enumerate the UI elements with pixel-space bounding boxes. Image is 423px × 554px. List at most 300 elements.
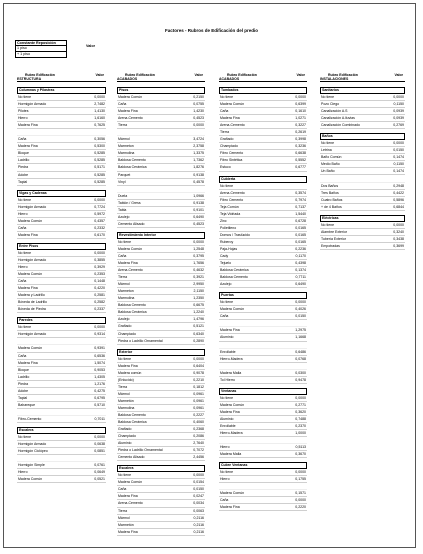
row-value: 1,2176 bbox=[94, 381, 105, 386]
section-header: Pisos bbox=[117, 87, 205, 94]
table-row bbox=[17, 101, 106, 108]
row-label: Fibro Cemento bbox=[220, 197, 244, 202]
row-label: Caña bbox=[18, 137, 27, 142]
row-label: Ladrillo bbox=[18, 158, 30, 163]
row-value: 0,0000 bbox=[295, 395, 306, 400]
row-label: Madera Común bbox=[18, 477, 43, 482]
table-row bbox=[117, 433, 205, 440]
column-header bbox=[117, 73, 205, 82]
table-row bbox=[17, 306, 106, 313]
section-header: Cubierta bbox=[219, 176, 307, 183]
row-label: No tiene bbox=[321, 222, 335, 227]
table-row bbox=[219, 211, 307, 218]
section-header: Sanitarios bbox=[320, 87, 405, 94]
table-row bbox=[17, 345, 106, 352]
column-header bbox=[219, 73, 307, 82]
row-value: 0,0638 bbox=[94, 442, 105, 447]
row-label: Enrollable bbox=[220, 349, 236, 354]
row-value: 1,7656 bbox=[193, 261, 204, 266]
table-row bbox=[117, 529, 205, 536]
row-value: 0,3438 bbox=[393, 236, 404, 241]
table-section bbox=[117, 465, 205, 535]
row-value: 0,4220 bbox=[94, 286, 105, 291]
row-label: Madera y Ladrillo bbox=[18, 293, 45, 298]
table-row bbox=[219, 164, 307, 171]
table-row bbox=[219, 108, 307, 115]
row-label: Madera Fina bbox=[118, 494, 138, 499]
row-label: Hierro bbox=[18, 264, 28, 269]
table-row bbox=[17, 122, 106, 129]
section-header: Puertas bbox=[219, 292, 307, 299]
column-header-label: Rubro Edificación bbox=[328, 73, 358, 77]
row-value bbox=[105, 129, 106, 135]
table-row bbox=[17, 257, 106, 264]
table-section bbox=[17, 190, 106, 239]
row-label: Cuatro Baños bbox=[321, 197, 343, 202]
row-value: 0,4523 bbox=[193, 221, 204, 226]
document-title: Factores - Rubros de Edificación del predio bbox=[164, 28, 259, 33]
table-row bbox=[17, 197, 106, 204]
table-row bbox=[117, 398, 205, 405]
row-value: 0,0761 bbox=[94, 463, 105, 468]
row-value: 0,0000 bbox=[94, 434, 105, 439]
table-row bbox=[219, 342, 307, 349]
row-label: Polietileno bbox=[220, 225, 237, 230]
row-label: Piedra bbox=[18, 381, 29, 386]
row-value bbox=[306, 437, 307, 443]
row-label: Bloque bbox=[18, 367, 29, 372]
row-value: 0,9478 bbox=[295, 377, 306, 382]
row-label: Hierro-Madera bbox=[220, 356, 243, 361]
table-row bbox=[117, 186, 205, 193]
row-value: 0,2210 bbox=[193, 377, 204, 382]
table-row bbox=[17, 285, 106, 292]
section-header: Escalera bbox=[117, 465, 205, 472]
row-label: Teja Común bbox=[220, 204, 239, 209]
row-value: 0,6728 bbox=[295, 218, 306, 223]
row-value: 0,5285 bbox=[94, 158, 105, 163]
row-label: No tiene bbox=[220, 183, 234, 188]
row-value: 0,6844 bbox=[393, 204, 404, 209]
row-value bbox=[105, 338, 106, 344]
table-row bbox=[117, 101, 205, 108]
row-value: 0,6638 bbox=[295, 151, 306, 156]
row-label: Mármol bbox=[118, 137, 130, 142]
table-section bbox=[320, 215, 405, 250]
column-header-category: ESTRUCTURA bbox=[17, 77, 106, 82]
row-value: 1,8276 bbox=[193, 165, 204, 170]
row-value: 0,7625 bbox=[94, 123, 105, 128]
row-value bbox=[204, 129, 205, 135]
table-row bbox=[219, 197, 307, 204]
row-label: Duela bbox=[118, 193, 128, 198]
table-row bbox=[320, 154, 405, 161]
row-label: No tiene bbox=[220, 300, 234, 305]
column-header-category: ACABADOS bbox=[117, 77, 205, 82]
row-value: 0,4523 bbox=[193, 116, 204, 121]
table-row bbox=[219, 430, 307, 437]
table-row bbox=[117, 377, 205, 384]
row-label: Caña bbox=[118, 487, 127, 492]
row-value: 0,2368 bbox=[193, 427, 204, 432]
row-label: Cemento Alisado bbox=[118, 221, 145, 226]
row-value: 0,5285 bbox=[94, 151, 105, 156]
row-value: 0,6490 bbox=[193, 214, 204, 219]
table-row bbox=[117, 274, 205, 281]
row-value: 0,3240 bbox=[393, 229, 404, 234]
row-label: No tiene bbox=[118, 356, 132, 361]
table-row bbox=[219, 218, 307, 225]
column-acabados-1 bbox=[117, 73, 205, 536]
row-label: Madera Malla bbox=[220, 370, 242, 375]
row-value: 0,0000 bbox=[193, 356, 204, 361]
table-row bbox=[117, 136, 205, 143]
table-row bbox=[117, 164, 205, 171]
row-label: Marmeton bbox=[118, 144, 134, 149]
row-value: 0,2370 bbox=[295, 423, 306, 428]
table-row bbox=[117, 316, 205, 323]
row-value: 0,0150 bbox=[295, 314, 306, 319]
table-row bbox=[17, 338, 106, 345]
row-value: 0,6795 bbox=[94, 395, 105, 400]
row-value: 0,2337 bbox=[94, 307, 105, 312]
row-label: Madera Fina bbox=[18, 144, 38, 149]
row-value: 2,1150 bbox=[193, 289, 204, 294]
row-label: Tierra bbox=[118, 123, 128, 128]
table-row bbox=[219, 356, 307, 363]
row-label: Madera Fina bbox=[18, 123, 38, 128]
row-value: 0,4422 bbox=[393, 190, 404, 195]
table-row bbox=[17, 94, 106, 101]
row-label: Zinc bbox=[220, 218, 227, 223]
row-label bbox=[219, 342, 220, 348]
table-row bbox=[117, 331, 205, 338]
row-value: 0,3998 bbox=[295, 137, 306, 142]
table-row bbox=[17, 331, 106, 338]
row-value: 1,0271 bbox=[295, 116, 306, 121]
table-row bbox=[117, 260, 205, 267]
table-row bbox=[117, 363, 205, 370]
row-value: 0,0000 bbox=[295, 95, 306, 99]
table-row bbox=[219, 437, 307, 444]
table-row bbox=[117, 172, 205, 179]
table-row bbox=[219, 313, 307, 320]
row-label: Madera Fina bbox=[118, 363, 138, 368]
table-section bbox=[219, 87, 307, 172]
row-value: 1,2240 bbox=[193, 310, 204, 315]
constante-item: + 1 piso bbox=[15, 52, 67, 58]
row-label: Hormigón Armado bbox=[18, 204, 47, 209]
row-value: 3,4724 bbox=[193, 137, 204, 142]
table-row bbox=[17, 455, 106, 462]
table-row bbox=[17, 434, 106, 441]
row-label: Parquet bbox=[118, 172, 131, 177]
row-label: Baldosa Cerámica bbox=[118, 420, 147, 425]
row-label: Tres Baños bbox=[321, 190, 339, 195]
row-value: 0,4357 bbox=[94, 218, 105, 223]
row-label: Fibro Cemento bbox=[220, 151, 244, 156]
row-value: 0,3227 bbox=[295, 123, 306, 128]
row-label: Canalización A.lluvias bbox=[321, 116, 355, 121]
table-row bbox=[117, 179, 205, 186]
row-value: 0,2236 bbox=[295, 246, 306, 251]
table-row bbox=[117, 500, 205, 507]
row-value: 0,0000 bbox=[393, 222, 404, 227]
row-value: 0,1374 bbox=[295, 268, 306, 273]
row-value: 1,4130 bbox=[94, 109, 105, 114]
row-value: 0,2116 bbox=[193, 515, 204, 520]
constante-reposicion-box bbox=[15, 40, 67, 58]
table-row bbox=[219, 129, 307, 136]
row-label: Hormigón Armado bbox=[18, 332, 47, 337]
table-row bbox=[117, 479, 205, 486]
row-label: Madera Común bbox=[18, 346, 43, 351]
table-row bbox=[17, 381, 106, 388]
row-value: 0,1474 bbox=[393, 169, 404, 174]
row-value: 0,0000 bbox=[193, 473, 204, 478]
table-row bbox=[219, 143, 307, 150]
row-value: 0,3699 bbox=[393, 243, 404, 248]
row-value: 0,2582 bbox=[94, 300, 105, 305]
row-value: 0,0000 bbox=[295, 470, 306, 475]
table-section bbox=[17, 427, 106, 483]
row-value: 0,7974 bbox=[295, 197, 306, 202]
row-value: 0,4275 bbox=[94, 388, 105, 393]
row-label: Fibro-Cemento bbox=[18, 416, 42, 421]
column-valor-header: Valor bbox=[394, 73, 403, 77]
section-header: Vigas y Cadenas bbox=[17, 190, 106, 197]
table-row bbox=[219, 225, 307, 232]
row-label: Adobe bbox=[18, 388, 29, 393]
row-value: 1,2350 bbox=[193, 296, 204, 301]
table-row bbox=[117, 207, 205, 214]
row-value: 0,0521 bbox=[94, 477, 105, 482]
table-row bbox=[117, 129, 205, 136]
section-header: Ventanas bbox=[219, 388, 307, 395]
row-label: Arena-Cemento bbox=[118, 501, 143, 506]
row-label: Cemento Alisado bbox=[118, 455, 145, 460]
row-label: No tiene bbox=[18, 250, 32, 255]
row-label: Hierro-Madera bbox=[220, 431, 243, 436]
table-row bbox=[17, 204, 106, 211]
row-label: Madera Común bbox=[18, 218, 43, 223]
section-header: Paredes bbox=[17, 317, 106, 324]
row-label: Empotradas bbox=[321, 243, 340, 248]
row-value: 0,0649 bbox=[94, 470, 105, 475]
row-label: Adobe bbox=[18, 172, 29, 177]
table-row bbox=[117, 150, 205, 157]
row-value: 0,1610 bbox=[295, 109, 306, 114]
row-label: Marmolina bbox=[118, 296, 135, 301]
table-row bbox=[117, 157, 205, 164]
row-value: 0,0961 bbox=[193, 391, 204, 396]
table-row bbox=[219, 136, 307, 143]
row-value: 0,0150 bbox=[393, 148, 404, 153]
row-value: 1,7362 bbox=[193, 158, 204, 163]
table-row bbox=[320, 147, 405, 154]
table-row bbox=[320, 115, 405, 122]
row-value: 0,0000 bbox=[94, 250, 105, 255]
row-value bbox=[306, 483, 307, 489]
table-row bbox=[17, 129, 106, 136]
row-label: Tapial bbox=[18, 179, 28, 184]
row-value: 0,0154 bbox=[193, 480, 204, 485]
row-label: Dos Baños bbox=[321, 183, 339, 188]
row-label: No tiene bbox=[118, 239, 132, 244]
row-label: Madera Fina bbox=[18, 360, 38, 365]
table-row bbox=[117, 115, 205, 122]
table-row bbox=[219, 476, 307, 483]
row-label: No tiene bbox=[18, 325, 32, 330]
table-row bbox=[17, 416, 106, 423]
section-header: Columnas y Pilastras bbox=[17, 87, 106, 94]
table-row bbox=[117, 493, 205, 500]
row-value: 0,0165 bbox=[295, 232, 306, 237]
row-label: Tapial bbox=[18, 395, 28, 400]
table-row bbox=[219, 423, 307, 430]
table-row bbox=[219, 497, 307, 504]
row-value: 0,2227 bbox=[193, 412, 204, 417]
row-label: Tubería Exterior bbox=[321, 236, 346, 241]
row-label: Marmetón bbox=[118, 522, 134, 527]
row-label: No tiene bbox=[321, 95, 335, 99]
table-row bbox=[117, 356, 205, 363]
row-value: 0,2890 bbox=[193, 338, 204, 343]
row-value: 0,5113 bbox=[295, 445, 306, 450]
row-label: Grafiado bbox=[220, 137, 234, 142]
table-row bbox=[219, 327, 307, 334]
row-value: 2,3758 bbox=[193, 144, 204, 149]
row-value: 0,0034 bbox=[193, 501, 204, 506]
table-row bbox=[117, 302, 205, 309]
column-valor-header: Valor bbox=[194, 73, 203, 77]
table-row bbox=[219, 395, 307, 402]
row-label: Bóveda de Piedra bbox=[18, 307, 46, 312]
row-value: 0,0939 bbox=[393, 116, 404, 121]
row-value: 0,7011 bbox=[94, 416, 105, 421]
row-label: Madera común bbox=[118, 370, 142, 375]
row-label: Hormigón Ciclópeo bbox=[18, 449, 48, 454]
row-value: 1,2975 bbox=[295, 328, 306, 333]
row-label: Arena-Cemento bbox=[118, 268, 143, 273]
row-label: Tierra bbox=[118, 508, 128, 513]
row-label bbox=[219, 320, 220, 326]
row-value: 0,4632 bbox=[193, 268, 204, 273]
row-label: Madera Común bbox=[118, 480, 143, 485]
table-row bbox=[117, 515, 205, 522]
row-value: 0,0000 bbox=[94, 95, 105, 99]
table-row bbox=[219, 232, 307, 239]
table-row bbox=[117, 214, 205, 221]
table-row bbox=[219, 101, 307, 108]
row-label: Domos / Traslúcido bbox=[220, 232, 250, 237]
row-value: 0,1474 bbox=[393, 155, 404, 160]
table-row bbox=[17, 115, 106, 122]
row-label: Piedra o Ladrillo Ornamental bbox=[118, 448, 163, 453]
row-value: 0,9138 bbox=[193, 172, 204, 177]
table-row bbox=[17, 211, 106, 218]
row-value bbox=[306, 183, 307, 189]
row-label: No tiene bbox=[18, 434, 32, 439]
table-section bbox=[219, 388, 307, 458]
row-label: Arena-Cemento bbox=[118, 116, 143, 121]
row-label: Aluminio bbox=[118, 441, 132, 446]
table-row bbox=[17, 278, 106, 285]
row-value: 0,4578 bbox=[193, 179, 204, 184]
row-label bbox=[17, 409, 18, 415]
table-row bbox=[17, 374, 106, 381]
table-row bbox=[17, 367, 106, 374]
row-label: Pilotes bbox=[18, 109, 29, 114]
row-label: Hierro bbox=[18, 116, 28, 121]
table-row bbox=[17, 395, 106, 402]
table-row bbox=[219, 267, 307, 274]
row-label: Enrollable bbox=[220, 423, 236, 428]
row-label: Tierra bbox=[118, 384, 128, 389]
row-value: 0,1755 bbox=[295, 477, 306, 482]
row-value bbox=[204, 186, 205, 192]
table-row bbox=[320, 229, 405, 236]
row-label: Madera Común bbox=[220, 491, 245, 496]
table-row bbox=[117, 295, 205, 302]
row-label: Hormigón Armado bbox=[18, 257, 47, 262]
row-value: 0,0000 bbox=[193, 123, 204, 128]
row-value: 0,2769 bbox=[393, 123, 404, 128]
row-label: Azulejo bbox=[118, 317, 130, 322]
row-label: Marmeton bbox=[118, 289, 134, 294]
row-label: + de 4 Baños bbox=[321, 204, 342, 209]
row-value: 1,0966 bbox=[193, 193, 204, 198]
table-row bbox=[17, 469, 106, 476]
row-value: 0,0755 bbox=[193, 102, 204, 107]
column-header-label: Rubro Edificación bbox=[125, 73, 155, 77]
constante-valor-header: Valor bbox=[86, 44, 96, 48]
row-value: 0,3921 bbox=[193, 275, 204, 280]
table-section bbox=[320, 87, 405, 129]
row-value: 0,6536 bbox=[94, 353, 105, 358]
row-value: 0,3574 bbox=[295, 190, 306, 195]
row-value: 0,2771 bbox=[295, 402, 306, 407]
section-header: Baños bbox=[320, 133, 405, 140]
row-label: Caña bbox=[18, 225, 27, 230]
row-value: 0,0768 bbox=[295, 356, 306, 361]
table-row bbox=[117, 426, 205, 433]
row-label: Madera Común bbox=[18, 272, 43, 277]
row-label: No tiene bbox=[18, 197, 32, 202]
row-value: 0,3056 bbox=[94, 137, 105, 142]
row-label: Bahareque bbox=[18, 402, 36, 407]
row-label: Canalización A.S bbox=[321, 109, 348, 114]
table-row bbox=[219, 363, 307, 370]
row-label: Grafiado bbox=[118, 427, 132, 432]
table-row bbox=[117, 309, 205, 316]
row-label: Paja-Hojas bbox=[220, 246, 238, 251]
table-row bbox=[320, 197, 405, 204]
row-label: Madera Fina bbox=[220, 116, 240, 121]
row-label: Champiado bbox=[118, 331, 136, 336]
row-label: Bloque bbox=[18, 151, 29, 156]
row-label: Caña bbox=[220, 109, 229, 114]
column-valor-header: Valor bbox=[296, 73, 305, 77]
table-section bbox=[17, 87, 106, 186]
row-label: Tabla bbox=[118, 207, 127, 212]
table-row bbox=[117, 323, 205, 330]
row-value: 0,5121 bbox=[193, 324, 204, 329]
table-row bbox=[117, 193, 205, 200]
table-row bbox=[117, 246, 205, 253]
table-row bbox=[320, 108, 405, 115]
row-value: 0,0165 bbox=[295, 239, 306, 244]
